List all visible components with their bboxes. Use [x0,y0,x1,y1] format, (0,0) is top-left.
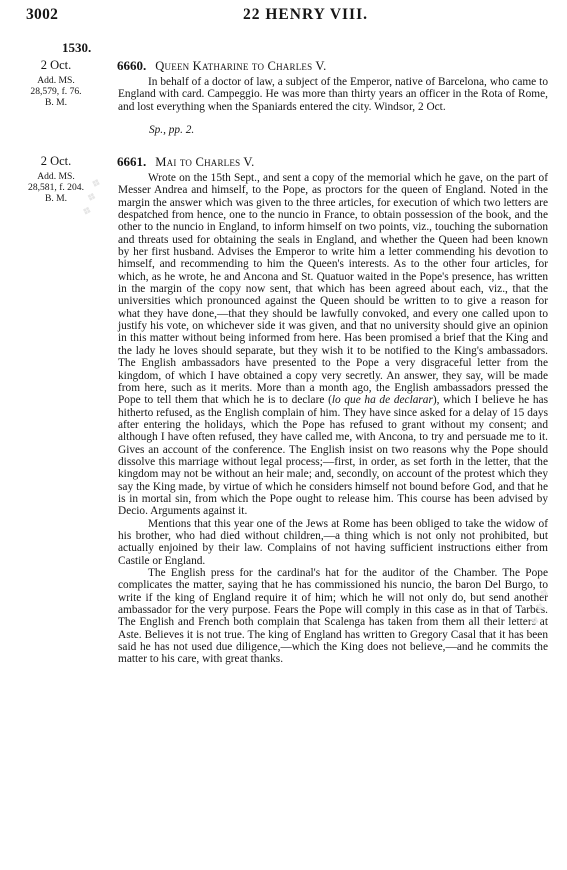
entry-heading [117,154,254,170]
source-library: B. M. [44,97,68,108]
year-heading: 1530. [62,40,92,55]
entry-date: 2 Oct. [40,154,72,168]
source-ref: 28,579, f. 76. [30,86,82,97]
entry-paragraph: In behalf of a doctor of law, a subject of the Emperor, native of Barcelona, who came to England with card. Campeggio. He was more than thirty years an officer in the Rota of Rome, and lost everything when the Spaniards entered the city. Windsor, 2 Oct. [118,76,548,113]
entry-number: 6661. [117,154,147,169]
entry-margin [16,58,96,108]
entry-title: Mai to Charles V. [155,155,255,169]
entry-title: Queen Katharine to Charles V. [155,59,327,73]
source-ref: 28,581, f. 204. [28,182,84,193]
entry-body [118,172,548,666]
entry-margin [16,154,96,204]
library-stamp: ❖ ❖ ❖ [528,585,553,628]
source-ms: Add. MS. [37,75,75,86]
entry-heading [117,58,326,74]
entry-paragraph: Mentions that this year one of the Jews at Rome has been obliged to take the widow of his brother, who had died without children,—a thing which is not only not prohibited, but actually enjoined by their law. Complains of not having sufficient instructions either from Castile or England. [118,517,548,567]
entry-date: 2 Oct. [40,58,72,72]
library-stamp: ❖ ❖ ❖ [80,175,105,218]
source-ms: Add. MS. [37,171,75,182]
entry-note: Sp., pp. 2. [149,124,195,136]
running-head: 22 HENRY VIII. [243,6,368,23]
page-header [26,6,545,28]
entry-paragraph: The English press for the cardinal's hat for the auditor of the Chamber. The Pope complicates the matter, saying that he has commissioned his nuncio, the baron Del Burgo, to write if the king of England require it of him; which he will not only do, but send another ambassador for the very purpose. Fears the Pope will comply in this case as in that of Tarbes. The English and French both complain that Scalenga has taken from them all their letters at Aste. Believes it is not true. The king of England has written to Gregory Casal that it has been said he has not used due diligence,—which the King does not believe,—and he commits the matter to his care, with great thanks. [118,567,548,666]
page-number: 3002 [26,6,59,23]
entry-number: 6660. [117,58,147,73]
entry-paragraph: Wrote on the 15th Sept., and sent a copy of the memorial which he gave, on the part of Messer Andrea and himself, to the Pope, as proctors for the queen of England. Noted in the margin the answer which was given to the three articles, for execution of which two letters are despatched from hence, one to the nuncio in France, to obtain possession of the book, and the other to the nuncio in England, to inform himself on two points, viz., touching the subornation and threats used for obtaining the seals in England, and whether the Queen had been known by her first husband. Advises the Emperor to write him a letter commending his devotion to himself, and recommending to him the Queen's interests. As to the other four articles, for which, as he wrote, he and Ancona and St. Quatuor waited in the Pope's presence, has written in the margin of the copy now sent, that which has been agreed about each, viz., that the universities which pronounced against the Queen should be written to to give a reason for what they have done,—that they should be lawfully convoked, and every one called upon to justify his vote, on whichever side it was given, and that no university should give an opinion in this matter without being informed from here. Has been promised a brief that the King and the lady he loves should separate, but they wish it to be notified to the King's ambassadors. The English ambassadors have presented to the Pope a very disgraceful letter from the kingdom, of which I have obtained a copy very secretly. An answer, they say, will be made from here, such as it merits. More than a month ago, the English ambassadors pressed the Pope to tell them that which he is to declare (lo que ha de declarar), which I believe he has hitherto refused, as the English complain of him. They have since asked for a delay of 15 days after entering the holidays, which the Pope has refused to grant without my consent; and although I have often refused, they have called me, with Ancona, to try and persuade me to it. Gives an account of the conference. The English insist on two reasons why the Pope should dissolve this marriage without legal process;—first, in order, as set forth in the letter, that the kingdom may not be without an heir male; and, secondly, on account of the protest which they say the King made, by virtue of which he considers himself not bound before God, and that he is in mortal sin, from which the Pope ought to release him. This course has been advised by Decio. Arguments against it. [118,172,548,518]
entry-body [118,76,548,113]
source-library: B. M. [44,193,68,204]
